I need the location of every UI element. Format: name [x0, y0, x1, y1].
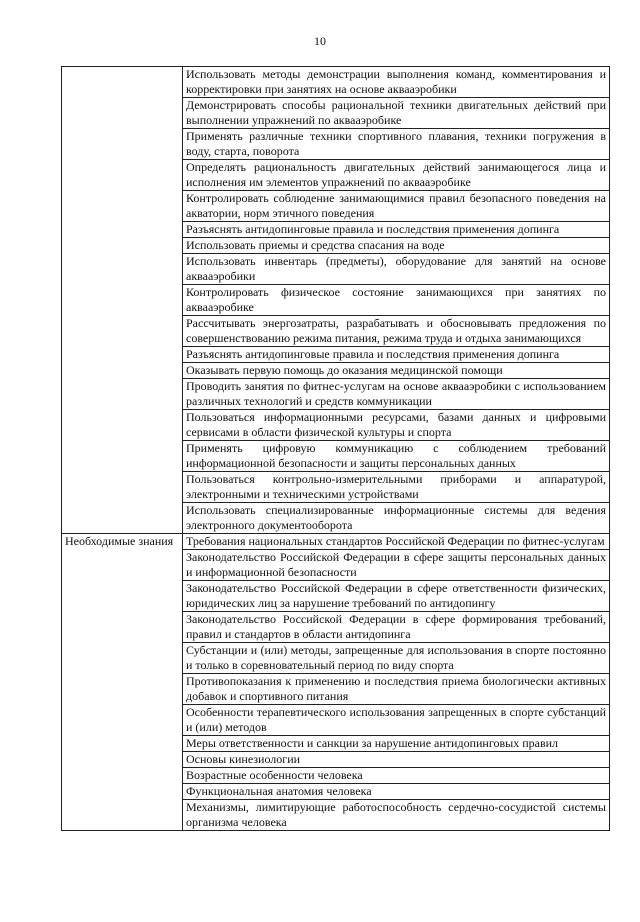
- requirement-item: Рассчитывать энергозатраты, разрабатывать и обосновывать предложения по совершенствованию режима питания, режима труда и отдыха занимающихся: [183, 316, 610, 347]
- requirement-item: Законодательство Российской Федерации в сфере ответственности физических, юридических лиц за нарушение требований по антидопингу: [183, 581, 610, 612]
- requirement-item: Разъяснять антидопинговые правила и последствия применения допинга: [183, 222, 610, 238]
- requirement-item: Применять различные техники спортивного плавания, техники погружения в воду, старта, поворота: [183, 129, 610, 160]
- requirement-item: Использовать методы демонстрации выполнения команд, комментирования и корректировки при занятиях на основе аквааэробики: [183, 67, 610, 98]
- requirement-item: Оказывать первую помощь до оказания медицинской помощи: [183, 363, 610, 379]
- section-label: Необходимые знания: [62, 534, 183, 831]
- requirements-table-body: [62, 67, 610, 831]
- requirement-item: Законодательство Российской Федерации в сфере защиты персональных данных и информационной безопасности: [183, 550, 610, 581]
- requirement-item: Проводить занятия по фитнес-услугам на основе аквааэробики с использованием различных технологий и средств коммуникации: [183, 379, 610, 410]
- requirement-item: Использовать специализированные информационные системы для ведения электронного документооборота: [183, 503, 610, 534]
- requirement-item: Субстанции и (или) методы, запрещенные для использования в спорте постоянно и только в соревновательный период по виду спорта: [183, 643, 610, 674]
- requirement-item: Возрастные особенности человека: [183, 768, 610, 784]
- requirement-item: Функциональная анатомия человека: [183, 784, 610, 800]
- requirement-item: Использовать приемы и средства спасания на воде: [183, 238, 610, 254]
- requirements-table: [61, 66, 610, 831]
- requirement-item: Разъяснять антидопинговые правила и последствия применения допинга: [183, 347, 610, 363]
- requirement-item: Требования национальных стандартов Российской Федерации по фитнес-услугам: [183, 534, 610, 550]
- requirement-item: Механизмы, лимитирующие работоспособность сердечно-сосудистой системы организма человека: [183, 800, 610, 831]
- page-number: 10: [314, 34, 326, 48]
- requirement-item: Контролировать физическое состояние занимающихся при занятиях по аквааэробике: [183, 285, 610, 316]
- requirement-item: Использовать инвентарь (предметы), оборудование для занятий на основе аквааэробики: [183, 254, 610, 285]
- requirement-item: Определять рациональность двигательных действий занимающегося лица и исполнения им элементов упражнений по аквааэробике: [183, 160, 610, 191]
- section-label: [62, 67, 183, 534]
- requirement-item: Демонстрировать способы рациональной техники двигательных действий при выполнении упражнений по аквааэробике: [183, 98, 610, 129]
- requirement-item: Законодательство Российской Федерации в сфере формирования требований, правил и стандартов в области антидопинга: [183, 612, 610, 643]
- requirement-item: Основы кинезиологии: [183, 752, 610, 768]
- table-row: [62, 67, 610, 98]
- requirement-item: Пользоваться контрольно-измерительными приборами и аппаратурой, электронными и техническими устройствами: [183, 472, 610, 503]
- requirement-item: Меры ответственности и санкции за нарушение антидопинговых правил: [183, 736, 610, 752]
- requirement-item: Пользоваться информационными ресурсами, базами данных и цифровыми сервисами в области физической культуры и спорта: [183, 410, 610, 441]
- requirement-item: Применять цифровую коммуникацию с соблюдением требований информационной безопасности и защиты персональных данных: [183, 441, 610, 472]
- requirement-item: Контролировать соблюдение занимающимися правил безопасного поведения на акватории, норм этичного поведения: [183, 191, 610, 222]
- requirement-item: Особенности терапевтического использования запрещенных в спорте субстанций и (или) методов: [183, 705, 610, 736]
- requirement-item: Противопоказания к применению и последствия приема биологически активных добавок и спортивного питания: [183, 674, 610, 705]
- table-row: [62, 534, 610, 550]
